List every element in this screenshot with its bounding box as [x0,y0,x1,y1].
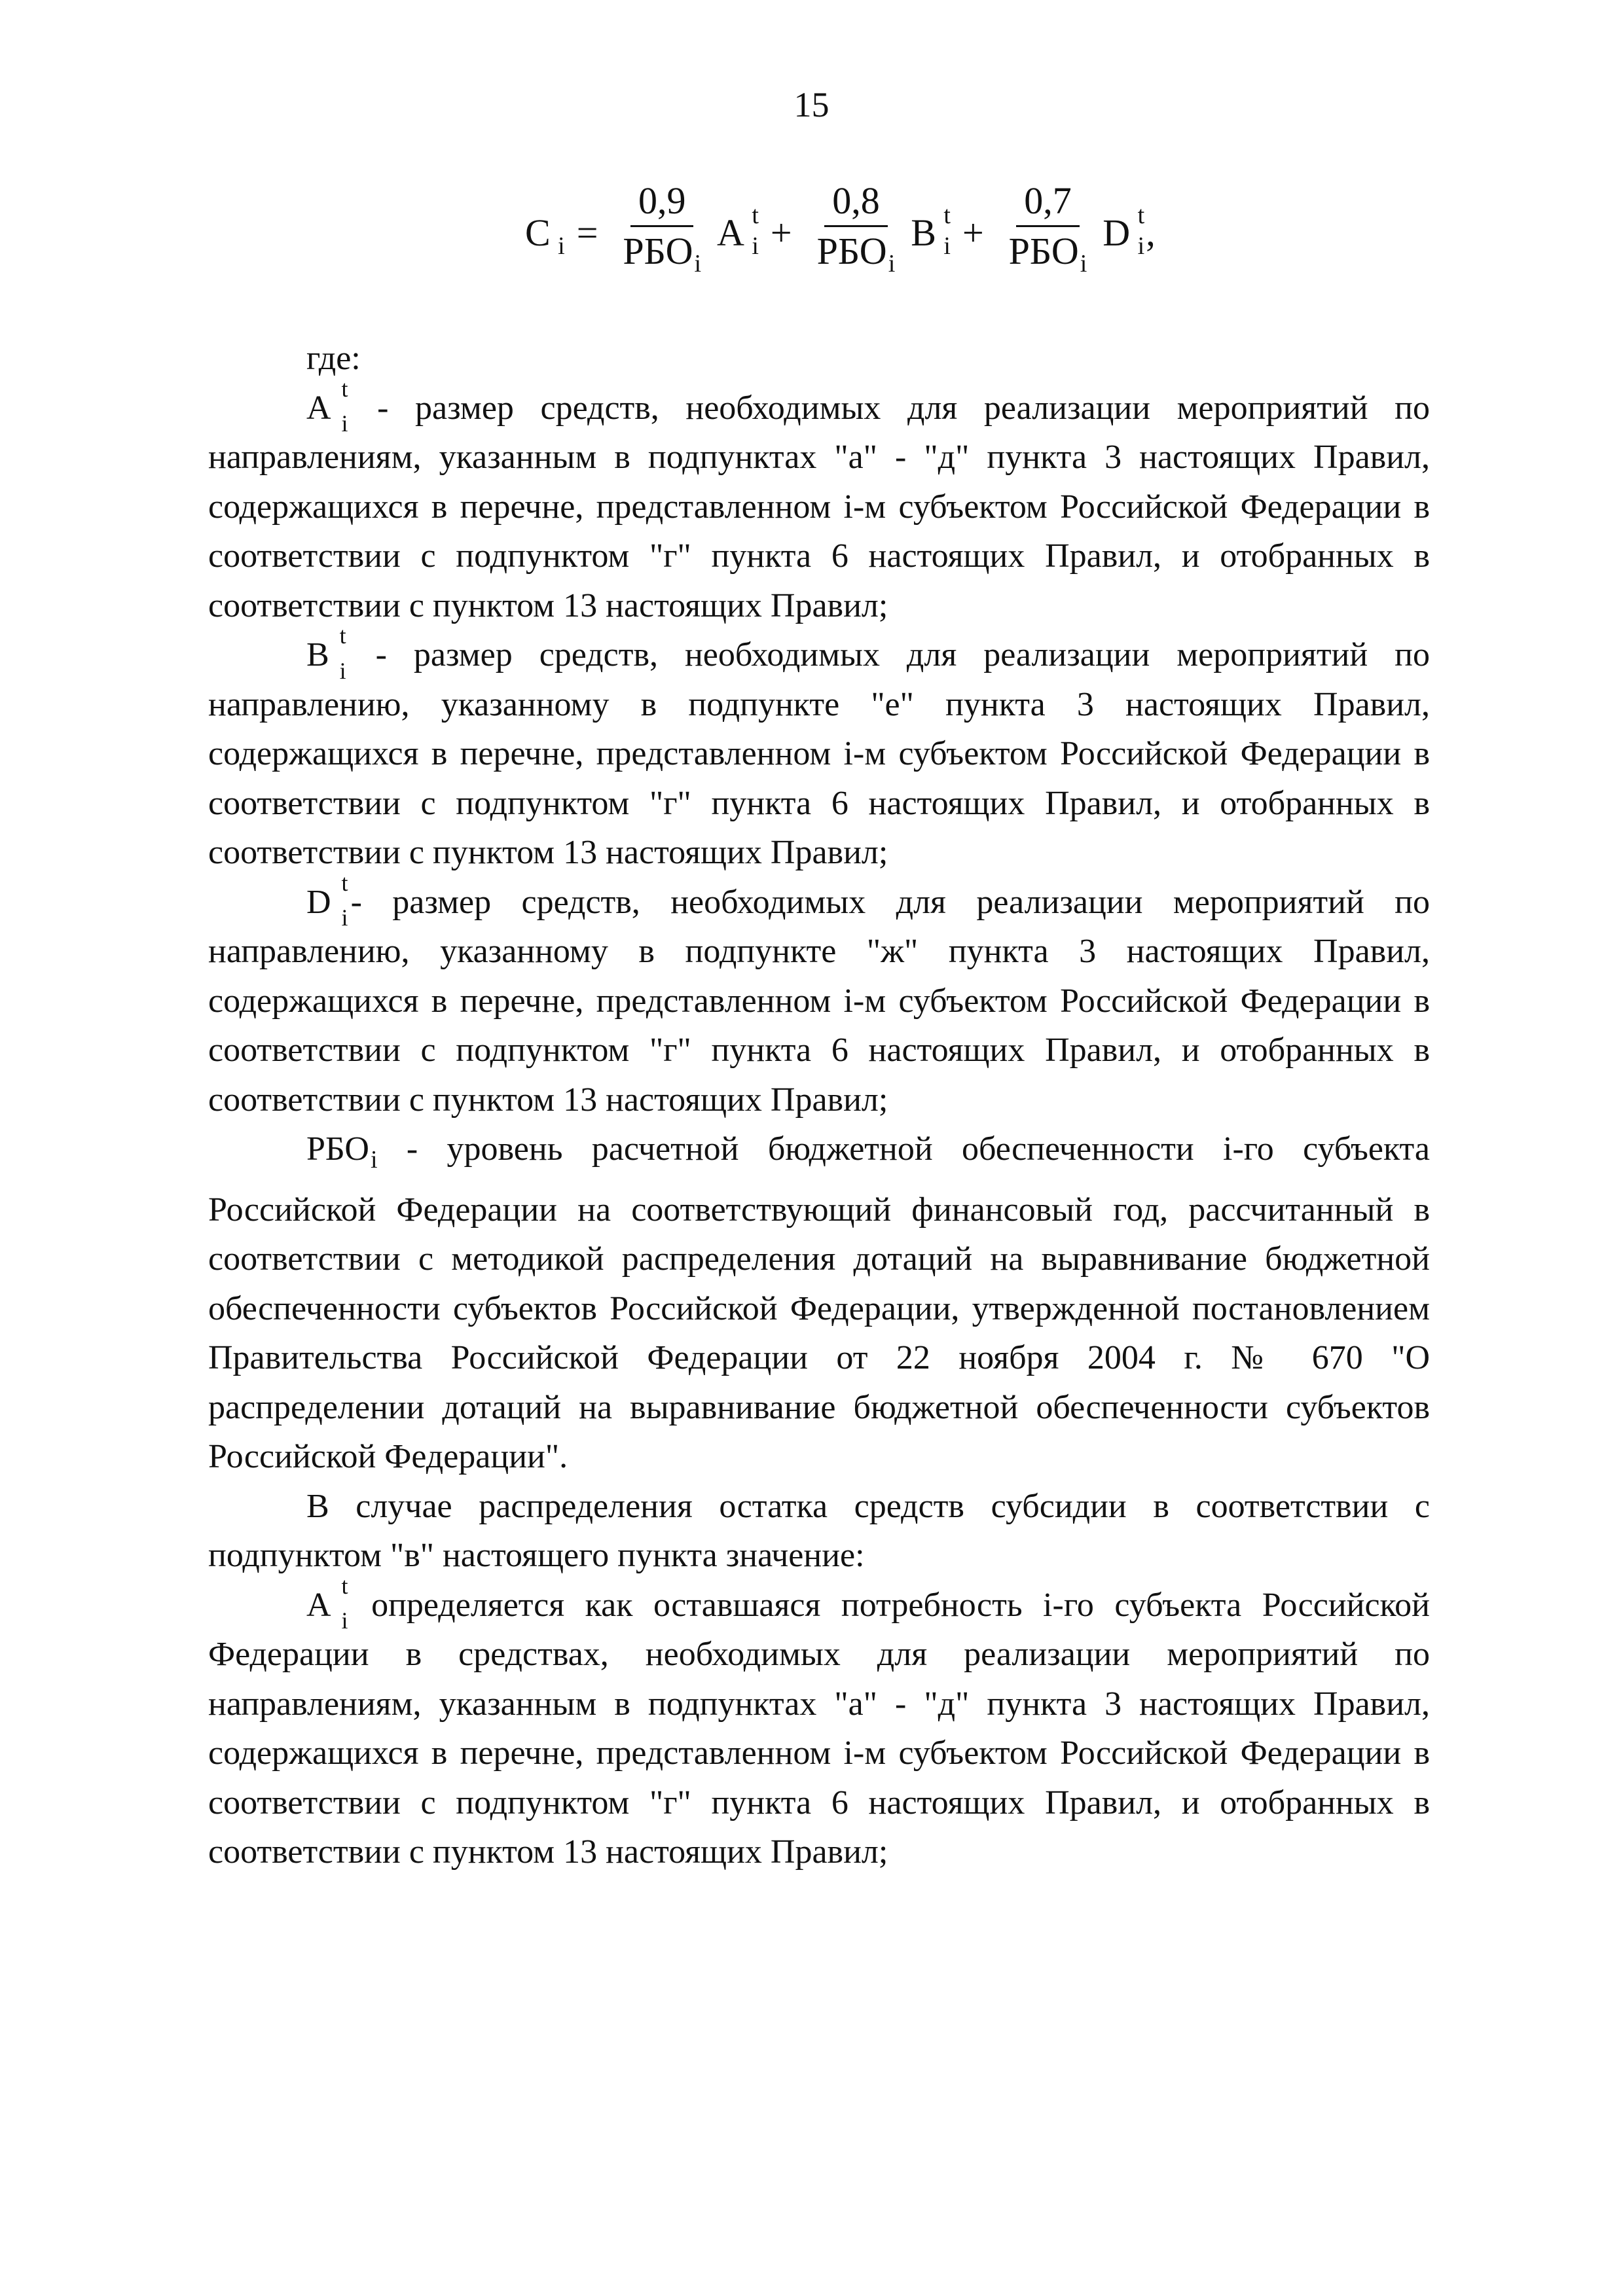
definition-rbo-symbol: $РБО_i$ [306,1130,378,1174]
formula-plus-1: + [770,211,792,254]
formula-fraction-1: $\frac{0,9}{РБО_i}$ [623,179,702,278]
definition-a-remainder [208,1572,1430,1877]
definition-d-symbol: D t i [306,869,348,931]
where-label: где: [306,340,361,377]
page-number: 15 [793,85,830,124]
formula [524,177,1156,288]
definition-b [208,622,1430,878]
definition-d [208,869,1430,1125]
formula-fraction-2: $\frac{0,8}{РБО_i}$ [816,179,896,278]
definition-rbo-text: - уровень расчетной бюджетной обеспеченности i-го субъекта Российской Федерации на соответствующий финансовый год, рассчитанный в соответствии с методикой распределения дотаций на выравнивание бюджетной обеспеченности субъектов Российской Федерации, утвержденной постановлением Правительства Российской Федерации от 22 ноября 2004 г. № 670 "О распределении дотаций на выравнивание бюджетной обеспеченности субъектов Российской Федерации". [208,1130,1430,1475]
remainder-intro: В случае распределения остатка средств субсидии в соответствии с подпунктом "в" настоящего пункта значение: [208,1487,1430,1574]
formula-trailing-comma: , [1146,211,1156,254]
formula-var-a: A t i [717,201,759,260]
definition-d-text: - размер средств, необходимых для реализации мероприятий по направлению, указанному в подпункте "ж" пункта 3 настоящих Правил, содержащихся в перечне, представленном i-м субъектом Российской Федерации в соответствии с подпунктом "г" пункта 6 настоящих Правил, и отобранных в соответствии с пунктом 13 настоящих Правил; [208,883,1430,1119]
definition-a-remainder-symbol: A t i [306,1572,348,1634]
definition-b-symbol: B t i [306,622,346,684]
definition-a-text: - размер средств, необходимых для реализации мероприятий по направлениям, указанным в подпунктах "а" - "д" пункта 3 настоящих Правил, содержащихся в перечне, представленном i-м субъектом Российской Федерации в соответствии с подпунктом "г" пункта 6 настоящих Правил, и отобранных в соответствии с пунктом 13 настоящих Правил; [208,389,1430,624]
definition-rbo [208,1124,1430,1482]
definition-a [208,375,1430,631]
formula-lhs: C i [525,211,565,260]
formula-var-d: D t i [1103,201,1145,260]
definition-b-text: - размер средств, необходимых для реализации мероприятий по направлению, указанному в подпункте "е" пункта 3 настоящих Правил, содержащихся в перечне, представленном i-м субъектом Российской Федерации в соответствии с подпунктом "г" пункта 6 настоящих Правил, и отобранных в соответствии с пунктом 13 настоящих Правил; [208,636,1430,871]
definition-a-symbol: A t i [306,375,348,437]
formula-fraction-3: $\frac{0,7}{РБО_i}$ [1008,179,1087,278]
formula-var-b: B t i [911,201,951,260]
definition-a-remainder-text: определяется как оставшаяся потребность i-го субъекта Российской Федерации в средствах, необходимых для реализации мероприятий по направлениям, указанным в подпунктах "а" - "д" пункта 3 настоящих Правил, содержащихся в перечне, представленном i-м субъектом Российской Федерации в соответствии с подпунктом "г" пункта 6 настоящих Правил, и отобранных в соответствии с пунктом 13 настоящих Правил; [208,1586,1430,1871]
formula-equals: = [576,211,598,254]
document-body [208,334,1430,1877]
formula-plus-2: + [962,211,984,254]
